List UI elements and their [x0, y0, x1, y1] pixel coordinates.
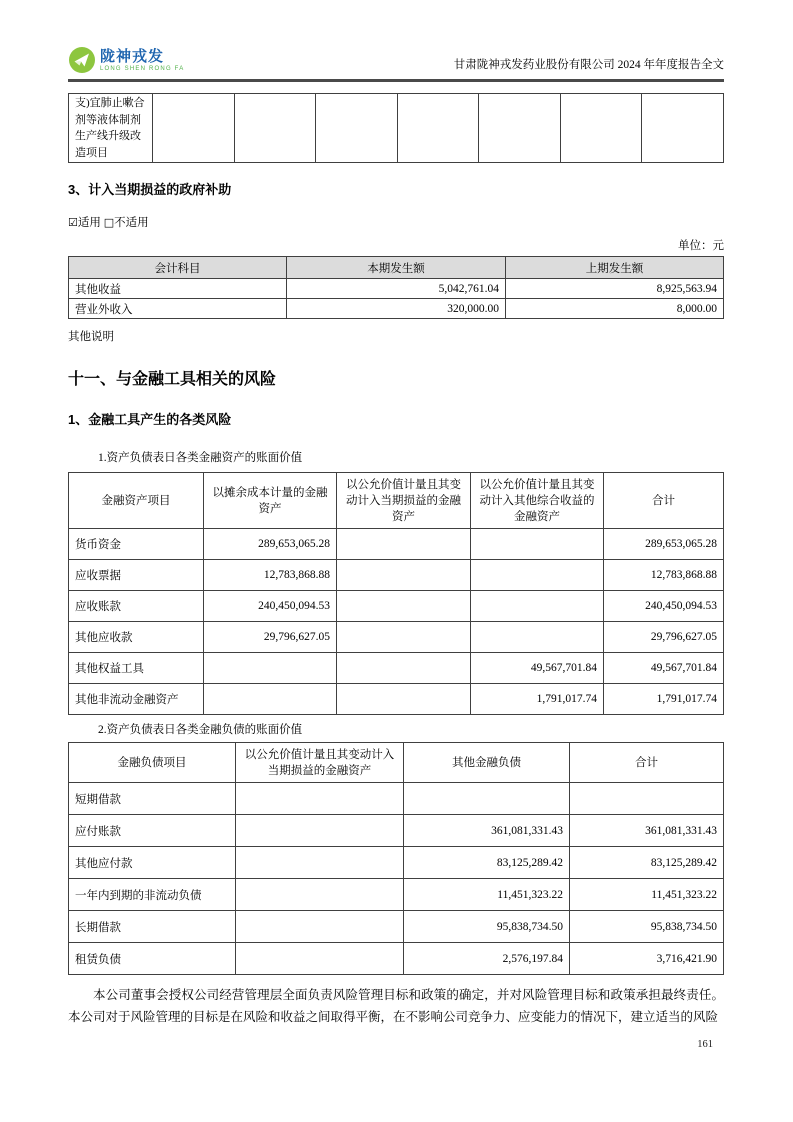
amount-cell: 83,125,289.42 — [570, 847, 724, 879]
table-row — [69, 591, 724, 622]
not-applicable-label: 不适用 — [114, 217, 149, 229]
liability-item: 短期借款 — [69, 783, 236, 815]
applicability-line — [68, 214, 724, 230]
amount-cell — [337, 529, 471, 560]
logo-icon — [68, 46, 96, 74]
amount-cell: 95,838,734.50 — [570, 911, 724, 943]
financial-liabilities-table — [68, 742, 724, 975]
financial-assets-table — [68, 472, 724, 715]
asset-item: 其他权益工具 — [69, 653, 204, 684]
amount-cell: 240,450,094.53 — [604, 591, 724, 622]
amount-cell — [236, 815, 404, 847]
asset-item: 货币资金 — [69, 529, 204, 560]
amount-cell — [404, 783, 570, 815]
column-header: 上期发生额 — [506, 257, 724, 279]
amount-cell — [570, 783, 724, 815]
column-header: 金融资产项目 — [69, 473, 204, 529]
column-header: 合计 — [570, 743, 724, 783]
amount-cell: 95,838,734.50 — [404, 911, 570, 943]
column-header: 本期发生额 — [287, 257, 506, 279]
section-heading-gov-subsidy: 3、计入当期损益的政府补助 — [68, 182, 232, 197]
column-header: 合计 — [604, 473, 724, 529]
amount-cell: 289,653,065.28 — [604, 529, 724, 560]
empty-cell — [560, 94, 642, 163]
amount-cell: 1,791,017.74 — [604, 684, 724, 715]
logo-brand-cn: 陇神戎发 — [100, 47, 165, 65]
account-item: 其他收益 — [69, 279, 287, 299]
column-header: 其他金融负债 — [404, 743, 570, 783]
table-row — [69, 653, 724, 684]
table-row — [69, 783, 724, 815]
table-row — [69, 911, 724, 943]
amount-cell — [337, 653, 471, 684]
table-row — [69, 943, 724, 975]
amount-cell — [471, 560, 604, 591]
page-number: 161 — [697, 1039, 713, 1050]
liability-item: 应付账款 — [69, 815, 236, 847]
amount-cell — [471, 591, 604, 622]
amount-cell: 49,567,701.84 — [604, 653, 724, 684]
liability-item: 其他应付款 — [69, 847, 236, 879]
column-header: 以摊余成本计量的金融资产 — [204, 473, 337, 529]
empty-cell — [316, 94, 398, 163]
table-row — [69, 94, 724, 163]
asset-item: 其他应收款 — [69, 622, 204, 653]
table-row — [69, 847, 724, 879]
empty-cell — [397, 94, 479, 163]
amount-cell — [337, 560, 471, 591]
amount-cell — [204, 684, 337, 715]
account-item: 营业外收入 — [69, 299, 287, 319]
column-header: 会计科目 — [69, 257, 287, 279]
asset-item: 其他非流动金融资产 — [69, 684, 204, 715]
amount-cell: 12,783,868.88 — [204, 560, 337, 591]
amount-cell: 361,081,331.43 — [404, 815, 570, 847]
empty-cell — [153, 94, 235, 163]
carryover-project-table — [68, 93, 724, 163]
amount-cell: 29,796,627.05 — [604, 622, 724, 653]
empty-cell — [642, 94, 724, 163]
amount-cell: 49,567,701.84 — [471, 653, 604, 684]
amount-cell: 12,783,868.88 — [604, 560, 724, 591]
liability-item: 一年内到期的非流动负债 — [69, 879, 236, 911]
column-header: 以公允价值计量且其变动计入其他综合收益的金融资产 — [471, 473, 604, 529]
company-logo — [68, 46, 184, 74]
empty-cell — [234, 94, 316, 163]
risk-management-paragraph: 本公司董事会授权公司经营管理层全面负责风险管理目标和政策的确定，并对风险管理目标和政策承担最终责任。本公司对于风险管理的目标是在风险和收益之间取得平衡，在不影响公司竞争力、应变能力的情况下，建立适当的风险 — [68, 988, 724, 1024]
checkbox-checked-icon: ☑ — [68, 216, 78, 229]
table-header-row — [69, 257, 724, 279]
table-row — [69, 529, 724, 560]
amount-cell: 2,576,197.84 — [404, 943, 570, 975]
other-note-label: 其他说明 — [68, 331, 114, 343]
amount-cell — [236, 943, 404, 975]
amount-cell: 11,451,323.22 — [404, 879, 570, 911]
asset-item: 应收票据 — [69, 560, 204, 591]
amount-cell: 240,450,094.53 — [204, 591, 337, 622]
logo-brand-en: LONG SHEN RONG FA — [100, 65, 185, 72]
logo-text — [100, 49, 184, 72]
table-header-row — [69, 473, 724, 529]
amount-cell — [236, 847, 404, 879]
amount-prior: 8,925,563.94 — [506, 279, 724, 299]
table-row — [69, 279, 724, 299]
page-content — [68, 0, 724, 1028]
amount-cell: 83,125,289.42 — [404, 847, 570, 879]
table-row — [69, 815, 724, 847]
table-row — [69, 622, 724, 653]
amount-cell — [204, 653, 337, 684]
table-row — [69, 879, 724, 911]
amount-cell: 289,653,065.28 — [204, 529, 337, 560]
liability-item: 长期借款 — [69, 911, 236, 943]
empty-cell — [479, 94, 561, 163]
amount-cell — [471, 529, 604, 560]
assets-table-caption: 1.资产负债表日各类金融资产的账面价值 — [98, 452, 303, 464]
amount-current: 5,042,761.04 — [287, 279, 506, 299]
amount-cell — [471, 622, 604, 653]
amount-cell — [236, 879, 404, 911]
table-row — [69, 299, 724, 319]
amount-cell — [337, 684, 471, 715]
unit-label: 单位：元 — [678, 240, 724, 252]
amount-cell — [236, 783, 404, 815]
applicable-label: 适用 — [77, 217, 101, 229]
amount-cell — [337, 591, 471, 622]
amount-cell: 29,796,627.05 — [204, 622, 337, 653]
project-name-cell: 支)宜肺止嗽合剂等液体制剂生产线升级改造项目 — [69, 94, 153, 163]
amount-cell — [337, 622, 471, 653]
liability-item: 租赁负债 — [69, 943, 236, 975]
table-row — [69, 684, 724, 715]
checkbox-unchecked-icon: □ — [103, 216, 115, 229]
column-header: 以公允价值计量且其变动计入当期损益的金融资产 — [236, 743, 404, 783]
amount-current: 320,000.00 — [287, 299, 506, 319]
amount-cell: 3,716,421.90 — [570, 943, 724, 975]
amount-cell: 11,451,323.22 — [570, 879, 724, 911]
table-row — [69, 560, 724, 591]
section-heading-financial-risk: 十一、与金融工具相关的风险 — [68, 371, 277, 388]
asset-item: 应收账款 — [69, 591, 204, 622]
table-header-row — [69, 743, 724, 783]
amount-cell: 1,791,017.74 — [471, 684, 604, 715]
amount-prior: 8,000.00 — [506, 299, 724, 319]
amount-cell: 361,081,331.43 — [570, 815, 724, 847]
report-title: 甘肃陇神戎发药业股份有限公司 2024 年年度报告全文 — [453, 59, 724, 71]
page-header — [68, 0, 724, 82]
gov-subsidy-table — [68, 256, 724, 319]
liabilities-table-caption: 2.资产负债表日各类金融负债的账面价值 — [98, 724, 303, 736]
amount-cell — [236, 911, 404, 943]
column-header: 以公允价值计量且其变动计入当期损益的金融资产 — [337, 473, 471, 529]
column-header: 金融负债项目 — [69, 743, 236, 783]
subsection-heading-risk-types: 1、金融工具产生的各类风险 — [68, 412, 232, 427]
